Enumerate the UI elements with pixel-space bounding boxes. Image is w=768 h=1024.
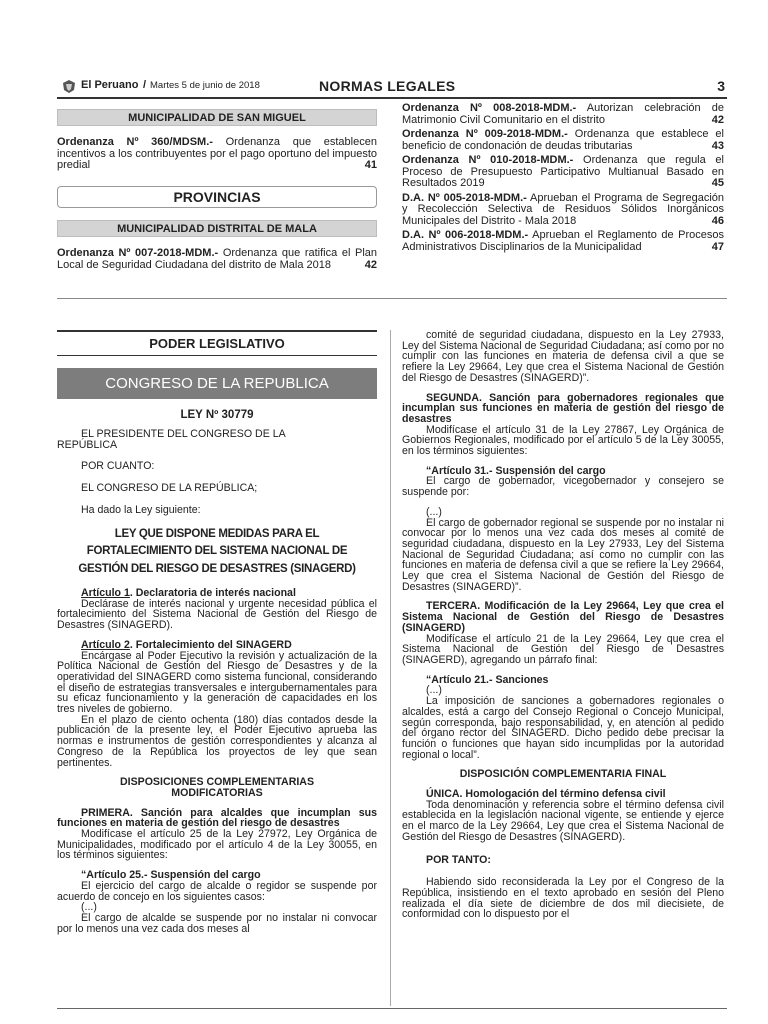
header-rule: [57, 97, 727, 99]
left-column-body: [57, 409, 377, 934]
entry-title: Ordenanza Nº 010-2018-MDM.-: [402, 154, 574, 166]
ellipsis: (...): [426, 684, 442, 697]
index-entry: [57, 248, 377, 271]
poder-legislativo-rule: [57, 330, 377, 332]
index-entry: [402, 193, 724, 228]
art2-text-2: En el plazo de ciento ochenta (180) días contados desde la publicación de la presente ley, el Poder Ejecutivo aprueba las normas e instrumentos de gestión correspondientes y alcanza al Congreso de la República los proyectos de ley que sean pertinentes.: [57, 713, 377, 769]
entry-text: Autorizan celebración de Matrimonio Civil Comunitario en el distrito: [402, 102, 725, 126]
index-entry: [402, 103, 724, 126]
header: El Peruano / Martes 5 de junio de 2018 NORMAS LEGALES 3: [57, 78, 727, 96]
entry-text: Aprueban el Reglamento de Procesos Administrativos Disciplinarios de la Municipalidad: [402, 229, 725, 253]
unica-text: Toda denominación y referencia sobre el término defensa civil establecida en la legislación nacional vigente, se entiende y ejerce en el marco de la Ley 29664, Ley que crea el Sistema Nacional de Gestión del Riesgo de Desastres (SINAGERD).: [402, 798, 724, 843]
entry-text: Aprueban el Programa de Segregación y Recolección Selectiva de Residuos Sólidos Inorgánicos Municipales del Distrito - Mala 2018: [402, 191, 724, 227]
habiendo-text: Habiendo sido reconsiderada la Ley por el Congreso de la República, insistiendo en el texto aprobado en sesión del Pleno realizada el día siete de diciembre de dos mil diecisiete, de conformidad con lo dispuesto por el: [402, 876, 724, 921]
disposiciones-modificatorias-heading: DISPOSICIONES COMPLEMENTARIAS MODIFICATORIAS: [119, 776, 315, 799]
index-separator: [57, 298, 727, 299]
index-entry: [402, 129, 724, 152]
art21-heading: “Artículo 21.- Sanciones: [426, 673, 549, 686]
art2-heading: . Fortalecimiento del SINAGERD: [129, 638, 292, 651]
ellipsis: (...): [426, 505, 442, 518]
art25-heading: “Artículo 25.- Suspensión del cargo: [81, 869, 261, 882]
entry-text: Ordenanza que establece el beneficio de condonación de deudas tributarias: [402, 128, 724, 152]
art1-text: Declárase de interés nacional y urgente necesidad pública el fortalecimiento del Sistema Nacional de Gestión del Riesgo de Desastres (SINAGERD).: [57, 597, 377, 632]
poder-legislativo-heading: PODER LEGISLATIVO: [149, 336, 285, 351]
segunda-text: Modifícase el artículo 31 de la Ley 27867, Ley Orgánica de Gobiernos Regionales, modificado por el artículo 5 de la Ley 30055, en los términos siguientes:: [402, 423, 724, 458]
section-muni-san-miguel: MUNICIPALIDAD DE SAN MIGUEL: [57, 109, 377, 126]
art31-text-2: El cargo de gobernador regional se suspende por no instalar ni convocar por lo menos una vez cada dos meses al comité de seguridad ciudadana, dispuesto en la Ley 27933, Ley del Sistema Nacional de Seguridad Ciudadana; así como no cumplir con las funciones en materia de defensa civil a que se refiere la Ley 29664, Ley que crea el Sistema Nacional de Gestión del Riesgo de Desastres (SINAGERD)”.: [402, 516, 724, 593]
art25-text-2: El cargo de alcalde se suspende por no instalar ni convocar por lo menos una vez cada dos meses al: [57, 912, 377, 935]
index-right: [402, 103, 724, 253]
section-muni-mala: MUNICIPALIDAD DISTRITAL DE MALA: [57, 220, 377, 237]
entry-page: 46: [711, 214, 724, 227]
right-column-body: [402, 330, 724, 920]
entry-page: 41: [364, 159, 377, 171]
art1-label: Artículo 1: [81, 587, 130, 600]
publication-date: Martes 5 de junio de 2018: [150, 80, 260, 91]
entry-page: 45: [711, 177, 724, 189]
ellipsis: (...): [81, 901, 97, 914]
entry-title: Ordenanza Nº 008-2018-MDM.-: [402, 102, 577, 114]
art2-label: Artículo 2: [81, 638, 130, 651]
entry-title: D.A. Nº 005-2018-MDM.-: [402, 191, 527, 204]
entry-page: 43: [711, 139, 724, 152]
publication-name: El Peruano: [81, 79, 139, 91]
art1-heading: . Declaratoria de interés nacional: [129, 587, 296, 600]
disposicion-final-heading: DISPOSICIÓN COMPLEMENTARIA FINAL: [459, 768, 667, 781]
art31-text: El cargo de gobernador, vicegobernador y consejero se suspende por:: [402, 475, 724, 499]
art2-text-1: Encárgase al Poder Ejecutivo la revisión y actualización de la Política Nacional de Gestión del Riesgo de Desastres y de la operatividad del SINAGERD como sistema funcional, considerando el diseño de estrategias transversales e intergubernamentales para su eficaz funcionamiento y la generación de capacidades en los tres niveles de gobierno.: [57, 649, 377, 716]
index-entry: [402, 230, 724, 253]
entry-title: D.A. Nº 006-2018-MDM.-: [402, 229, 529, 241]
unica-heading: ÚNICA. Homologación del término defensa civil: [426, 788, 666, 801]
poder-legislativo-rule-bottom: [57, 355, 377, 356]
index-entry: [57, 137, 377, 172]
entry-text: Ordenanza que establecen incentivos a los contribuyentes por el pago oportuno del impuesto predial: [57, 136, 377, 171]
entry-title: Ordenanza Nº 009-2018-MDM.-: [402, 128, 568, 140]
footer-rule: [57, 1008, 727, 1009]
entry-text: Ordenanza que ratifica el Plan Local de Seguridad Ciudadana del distrito de Mala 2018: [57, 247, 378, 271]
section-provincias: PROVINCIAS: [57, 186, 377, 208]
por-cuanto: POR CUANTO:: [81, 460, 155, 473]
ha-dado: Ha dado la Ley siguiente:: [81, 503, 201, 516]
index-entry: [402, 155, 724, 190]
entry-page: 42: [364, 258, 377, 271]
entry-page: 42: [711, 113, 724, 126]
entry-title: Ordenanza Nº 360/MDSM.-: [57, 136, 213, 148]
continuation-text: comité de seguridad ciudadana, dispuesto en la Ley 27933, Ley del Sistema Nacional de Seguridad Ciudadana; así como por no cumplir con las funciones en materia de defensa civil a que se refiere la Ley 29664, Ley que crea el Sistema Nacional de Gestión del Riesgo de Desastres (SINAGERD)”.: [402, 329, 724, 384]
primera-text: Modifícase el artículo 25 de la Ley 27972, Ley Orgánica de Municipalidades, modificado por el artículo 4 de la Ley 30055, en los términos siguientes:: [57, 828, 377, 862]
presidente-line: EL PRESIDENTE DEL CONGRESO DE LA REPÚBLICA: [57, 428, 286, 451]
tercera-heading: TERCERA. Modificación de la Ley 29664, Ley que crea el Sistema Nacional de Gestión del Riesgo de Desastres (SINAGERD): [402, 600, 724, 634]
por-tanto: POR TANTO:: [426, 853, 491, 866]
primera-heading: PRIMERA. Sanción para alcaldes que incumplan sus funciones en materia de gestión del riesgo de desastres: [57, 806, 377, 830]
tercera-text: Modifícase el artículo 21 de la Ley 29664, Ley que crea el Sistema Nacional de Gestión del Riesgo de Desastres (SINAGERD), agregando un párrafo final:: [402, 632, 724, 666]
entry-title: Ordenanza Nº 007-2018-MDM.-: [57, 247, 219, 259]
law-number: LEY Nº 30779: [180, 409, 254, 421]
segunda-heading: SEGUNDA. Sanción para gobernadores regionales que incumplan sus funciones en materia de gestión del riesgo de desastres: [402, 391, 724, 425]
congreso-banner: CONGRESO DE LA REPUBLICA: [57, 368, 377, 399]
column-divider: [390, 330, 391, 1006]
coat-of-arms-icon: [61, 79, 77, 94]
art31-heading: “Artículo 31.- Suspensión del cargo: [426, 464, 606, 477]
congreso-line: EL CONGRESO DE LA REPÚBLICA;: [81, 482, 258, 495]
section-title: NORMAS LEGALES: [319, 78, 456, 94]
art21-text: La imposición de sanciones a gobernadores regionales o alcaldes, está a cargo del Consejo Regional o Concejo Municipal, según corresponda, bajo responsabilidad, y, en atención al pedido del órgano rector del SINAGERD. Dicho pedido debe precisar la función o funciones que hayan sido incumplidas por la autoridad regional o local”.: [402, 695, 724, 761]
entry-page: 47: [711, 240, 724, 253]
page-number: 3: [717, 78, 725, 94]
art25-text: El ejercicio del cargo de alcalde o regidor se suspende por acuerdo de concejo en los siguientes casos:: [57, 879, 377, 903]
law-title: LEY QUE DISPONE MEDIDAS PARA EL FORTALECIMIENTO DEL SISTEMA NACIONAL DE GESTIÓN DEL RIESGO DE DESASTRES (SINAGERD): [78, 527, 356, 575]
entry-text: Ordenanza que regula el Proceso de Presupuesto Participativo Multianual Basado en Resultados 2019: [402, 154, 724, 189]
